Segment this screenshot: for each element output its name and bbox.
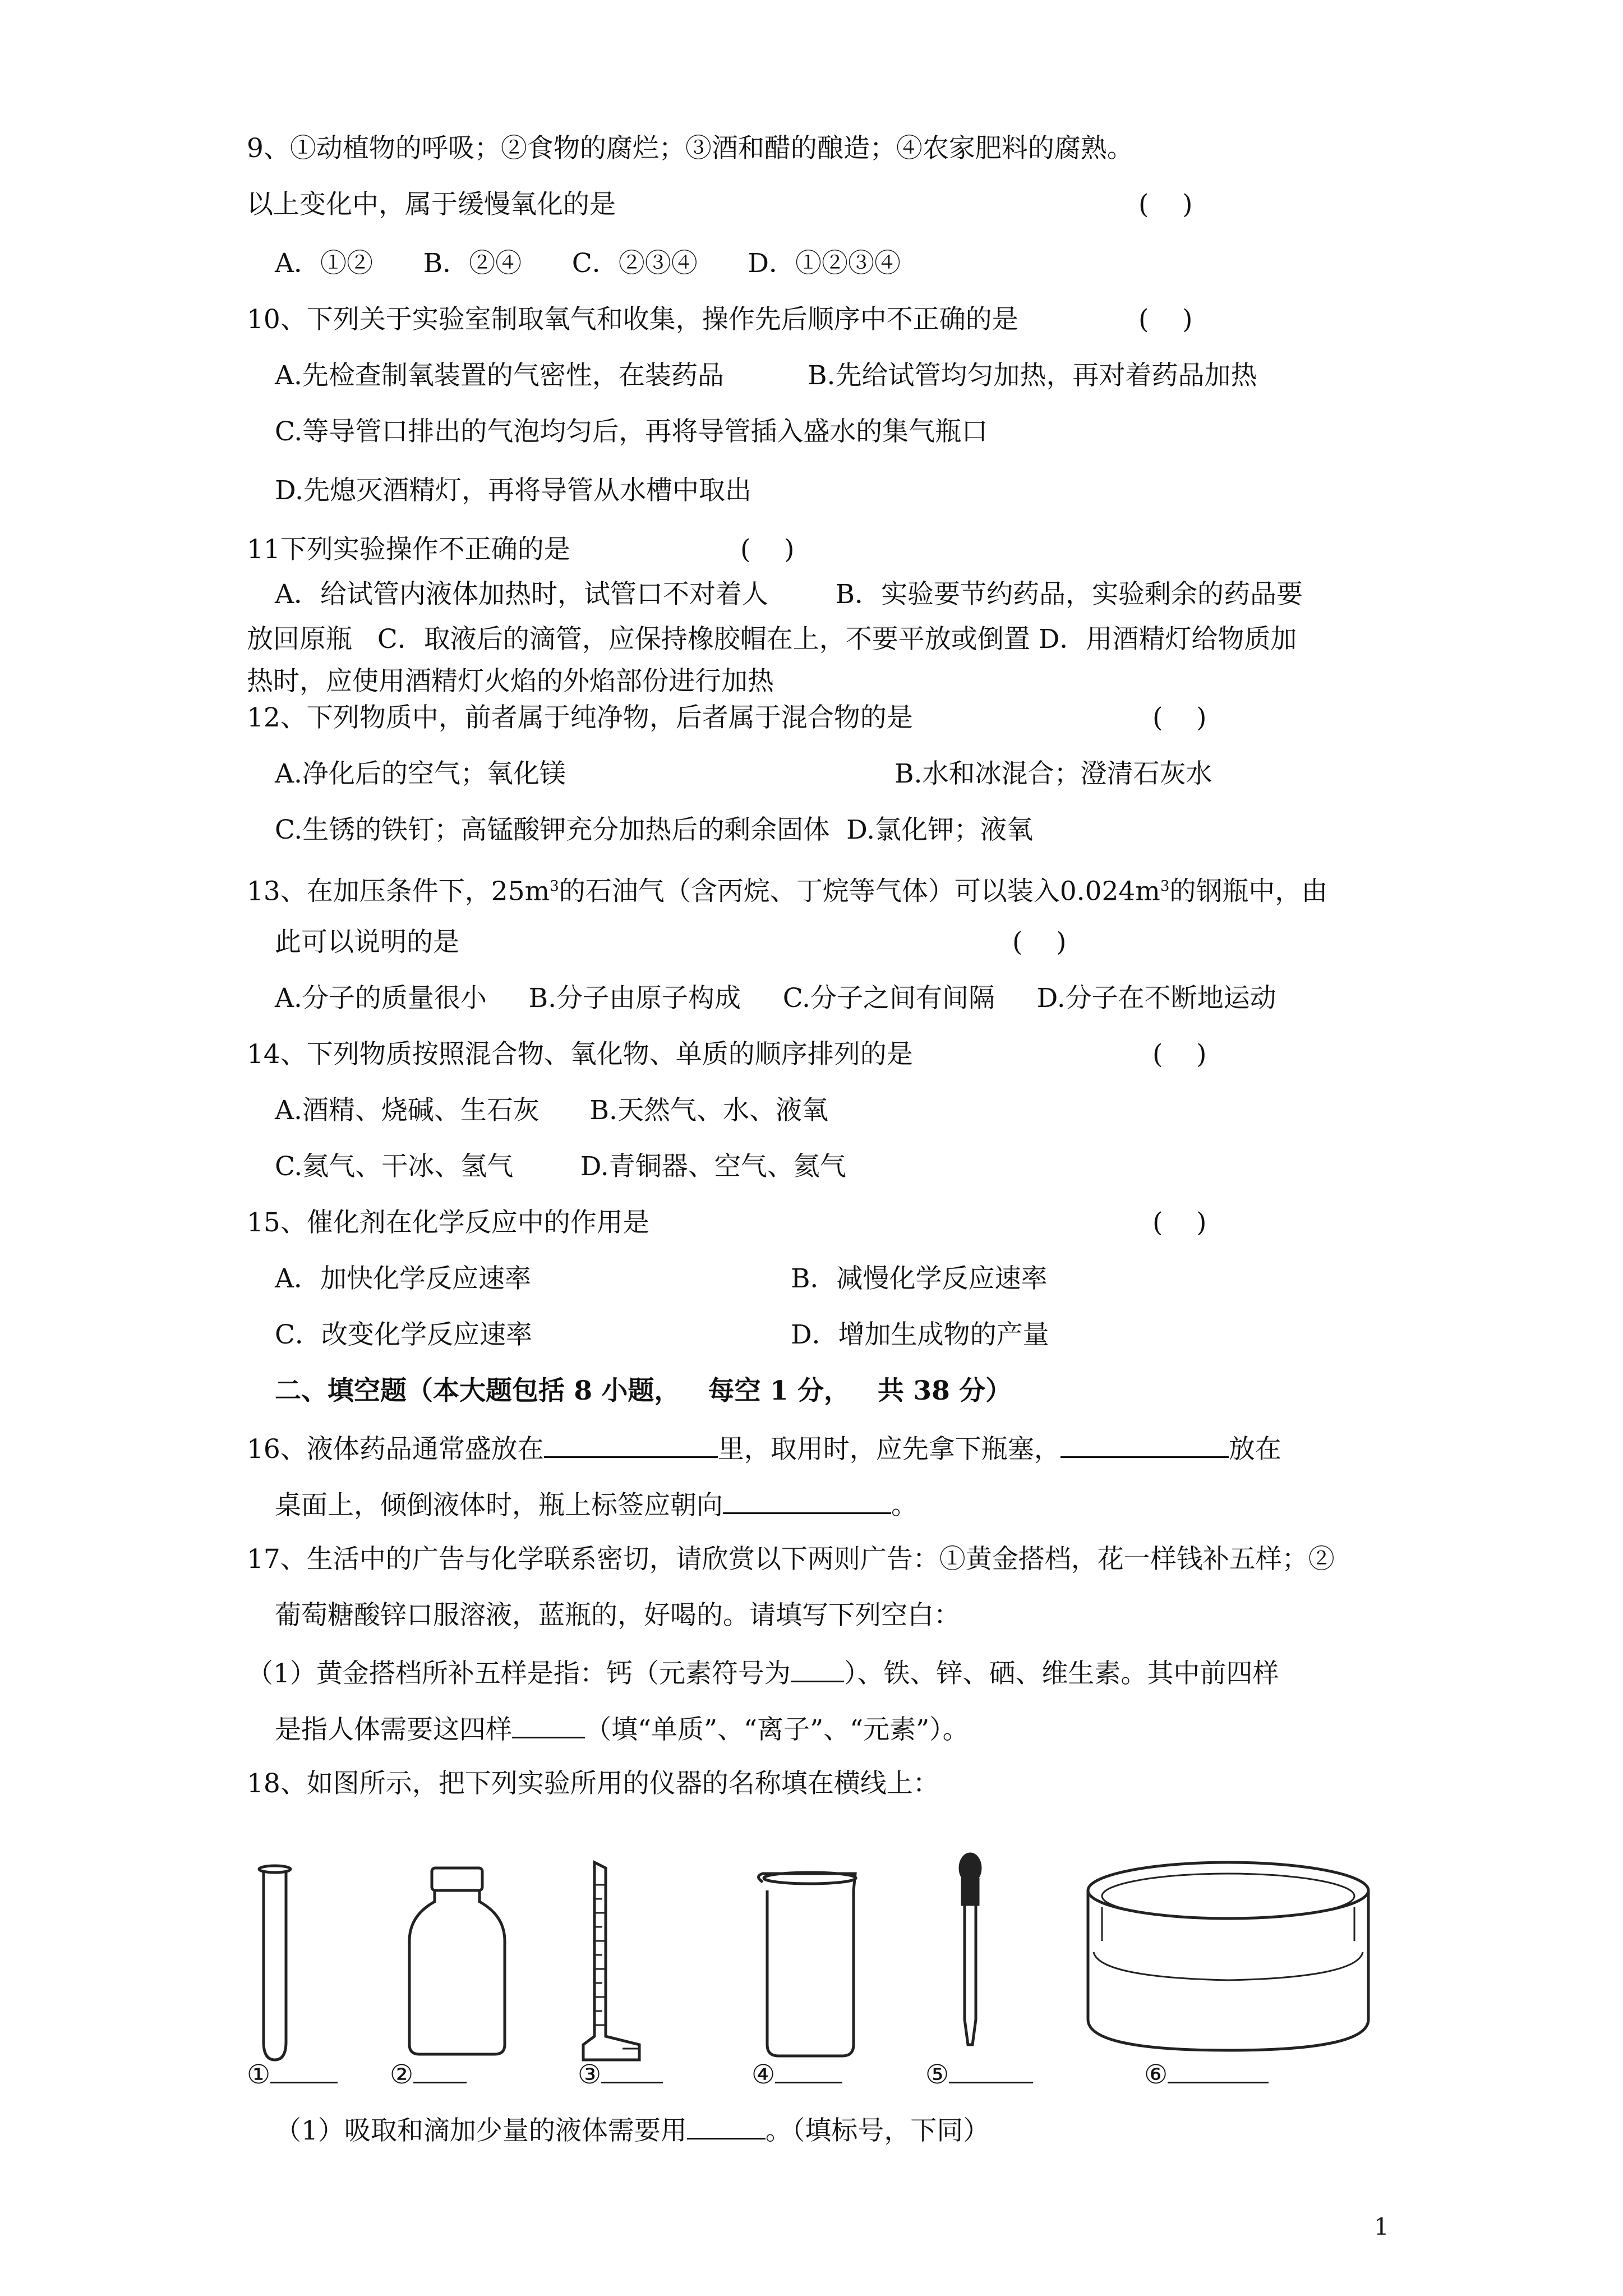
q10-option-c: C.等导管口排出的气泡均匀后，再将导管插入盛水的集气瓶口 bbox=[275, 416, 988, 447]
q18-sub1 bbox=[275, 2112, 989, 2148]
q11-answer-paren: ( ) bbox=[740, 534, 795, 565]
apparatus-num-5: ⑤ bbox=[925, 2059, 949, 2090]
q10-option-d: D.先熄灭酒精灯，再将导管从水槽中取出 bbox=[275, 475, 751, 506]
apparatus-blank-2[interactable] bbox=[413, 2056, 467, 2083]
q11-line3: 放回原瓶 C．取液后的滴管，应保持橡胶帽在上，不要平放或倒置 D．用酒精灯给物质加 bbox=[247, 624, 1297, 655]
apparatus-blank-6[interactable] bbox=[1168, 2056, 1269, 2083]
q16-blank1[interactable] bbox=[544, 1430, 718, 1458]
beaker-icon bbox=[759, 1872, 856, 2056]
q9-options: A．①② B．②④ C．②③④ D．①②③④ bbox=[275, 248, 901, 279]
water-trough-icon bbox=[1088, 1862, 1368, 2050]
q17-line3-b: ）、铁、锌、硒、维生素。其中前四样 bbox=[843, 1658, 1279, 1689]
q16-line1 bbox=[247, 1430, 1281, 1466]
q12-line1: 12、下列物质中，前者属于纯净物，后者属于混合物的是 bbox=[247, 702, 913, 733]
q18-sub1-b: 。（填标号，下同） bbox=[765, 2115, 990, 2146]
q11-line2: A．给试管内液体加热时，试管口不对着人 B．实验要节约药品，实验剩余的药品要 bbox=[275, 579, 1303, 610]
apparatus-blank-4[interactable] bbox=[775, 2056, 842, 2083]
section2-heading: 二、填空题（本大题包括 8 小题， 每空 1 分， 共 38 分） bbox=[275, 1375, 1012, 1406]
q17-line3 bbox=[247, 1655, 1279, 1691]
apparatus-label-1 bbox=[247, 2056, 338, 2092]
q10-line1: 10、下列关于实验室制取氧气和收集，操作先后顺序中不正确的是 bbox=[247, 304, 1018, 335]
q16-blank2[interactable] bbox=[1061, 1430, 1229, 1458]
q13-line1-a: 13、在加压条件下，25m bbox=[247, 876, 550, 907]
q13-line1-c: 的钢瓶中，由 bbox=[1169, 876, 1328, 907]
q16-line1-a: 16、液体药品通常盛放在 bbox=[247, 1434, 544, 1465]
reagent-bottle-icon bbox=[409, 1868, 505, 2054]
q11-line4: 热时，应使用酒精灯火焰的外焰部份进行加热 bbox=[247, 666, 774, 697]
q16-line1-b: 里，取用时，应先拿下瓶塞， bbox=[717, 1434, 1061, 1465]
q16-blank3[interactable] bbox=[723, 1487, 891, 1514]
apparatus-num-2: ② bbox=[390, 2059, 414, 2090]
q14-line1: 14、下列物质按照混合物、氧化物、单质的顺序排列的是 bbox=[247, 1039, 913, 1070]
apparatus-label-3 bbox=[578, 2056, 663, 2092]
q17-line2: 葡萄糖酸锌口服溶液，蓝瓶的，好喝的。请填写下列空白： bbox=[275, 1600, 960, 1631]
q14-option-cd: C.氦气、干冰、氢气 D.青铜器、空气、氦气 bbox=[275, 1151, 846, 1182]
q13-line1 bbox=[247, 869, 1327, 909]
q12-option-a: A.净化后的空气；氧化镁 bbox=[275, 758, 566, 789]
q10-answer-paren: ( ) bbox=[1138, 304, 1193, 335]
q9-line1: 9、①动植物的呼吸；②食物的腐烂；③酒和醋的酿造；④农家肥料的腐熟。 bbox=[247, 133, 1133, 164]
q17-blank2[interactable] bbox=[512, 1711, 585, 1738]
q9-line2: 以上变化中，属于缓慢氧化的是 bbox=[247, 189, 616, 220]
q13-options: A.分子的质量很小 B.分子由原子构成 C.分子之间有间隔 D.分子在不断地运动 bbox=[275, 983, 1276, 1014]
q17-line1: 17、生活中的广告与化学联系密切，请欣赏以下两则广告：①黄金搭档，花一样钱补五样；② bbox=[247, 1544, 1335, 1575]
q9-answer-paren: ( ) bbox=[1138, 189, 1193, 220]
apparatus-num-3: ③ bbox=[578, 2059, 602, 2090]
q13-sup1: 3 bbox=[550, 878, 559, 895]
q16-line1-c: 放在 bbox=[1228, 1434, 1281, 1465]
q12-answer-paren: ( ) bbox=[1152, 702, 1207, 733]
dropper-icon bbox=[960, 1854, 980, 2045]
q16-line2-a: 桌面上，倾倒液体时，瓶上标签应朝向 bbox=[275, 1490, 723, 1521]
apparatus-label-4 bbox=[751, 2056, 842, 2092]
q11-line1: 11下列实验操作不正确的是 bbox=[247, 534, 570, 565]
q14-option-ab: A.酒精、烧碱、生石灰 B.天然气、水、液氧 bbox=[275, 1095, 828, 1126]
apparatus-label-2 bbox=[390, 2056, 467, 2092]
q17-line4-a: 是指人体需要这四样 bbox=[275, 1714, 512, 1745]
q15-option-d: D．增加生成物的产量 bbox=[791, 1319, 1049, 1350]
apparatus-blank-1[interactable] bbox=[270, 2056, 338, 2083]
q13-answer-paren: ( ) bbox=[1012, 927, 1067, 958]
q10-option-a: A.先检查制氧装置的气密性，在装药品 bbox=[275, 360, 724, 391]
apparatus-num-4: ④ bbox=[751, 2059, 776, 2090]
page-number: 1 bbox=[1374, 2213, 1389, 2240]
q10-option-b: B.先给试管均匀加热，再对着药品加热 bbox=[808, 360, 1257, 391]
q15-line1: 15、催化剂在化学反应中的作用是 bbox=[247, 1207, 649, 1238]
q17-line3-a: （1）黄金搭档所补五样是指：钙（元素符号为 bbox=[247, 1658, 791, 1689]
q12-option-b: B.水和冰混合；澄清石灰水 bbox=[895, 758, 1212, 789]
q15-option-c: C．改变化学反应速率 bbox=[275, 1319, 532, 1350]
q17-line4-b: （填“单质”、“离子”、“元素”）。 bbox=[585, 1714, 969, 1745]
q18-line1: 18、如图所示，把下列实验所用的仪器的名称填在横线上： bbox=[247, 1768, 939, 1799]
apparatus-blank-3[interactable] bbox=[601, 2056, 663, 2083]
q15-answer-paren: ( ) bbox=[1152, 1207, 1207, 1238]
graduated-cylinder-icon bbox=[583, 1862, 639, 2060]
q15-option-a: A．加快化学反应速率 bbox=[275, 1263, 531, 1294]
test-tube-icon bbox=[259, 1866, 291, 2060]
q13-line1-b: 的石油气（含丙烷、丁烷等气体）可以装入0.024m bbox=[559, 876, 1160, 907]
apparatus-blank-5[interactable] bbox=[949, 2056, 1033, 2083]
q12-option-cd: C.生锈的铁钉；高锰酸钾充分加热后的剩余固体 D.氯化钾；液氧 bbox=[275, 815, 1034, 845]
apparatus-label-5 bbox=[925, 2056, 1033, 2092]
q17-blank1[interactable] bbox=[791, 1655, 844, 1682]
q14-answer-paren: ( ) bbox=[1152, 1039, 1207, 1070]
q18-sub1-a: （1）吸取和滴加少量的液体需要用 bbox=[275, 2115, 687, 2146]
apparatus-label-6 bbox=[1144, 2056, 1269, 2092]
q17-line4 bbox=[275, 1711, 969, 1747]
apparatus-num-1: ① bbox=[247, 2059, 271, 2090]
apparatus-num-6: ⑥ bbox=[1144, 2059, 1168, 2090]
q13-sup2: 3 bbox=[1160, 878, 1170, 895]
q16-line2 bbox=[275, 1487, 917, 1522]
q15-option-b: B．减慢化学反应速率 bbox=[791, 1263, 1048, 1294]
q13-line2: 此可以说明的是 bbox=[275, 927, 459, 958]
q18-sub1-blank[interactable] bbox=[687, 2112, 766, 2139]
q16-line2-b: 。 bbox=[891, 1490, 917, 1521]
apparatus-figure bbox=[247, 1851, 1391, 2064]
